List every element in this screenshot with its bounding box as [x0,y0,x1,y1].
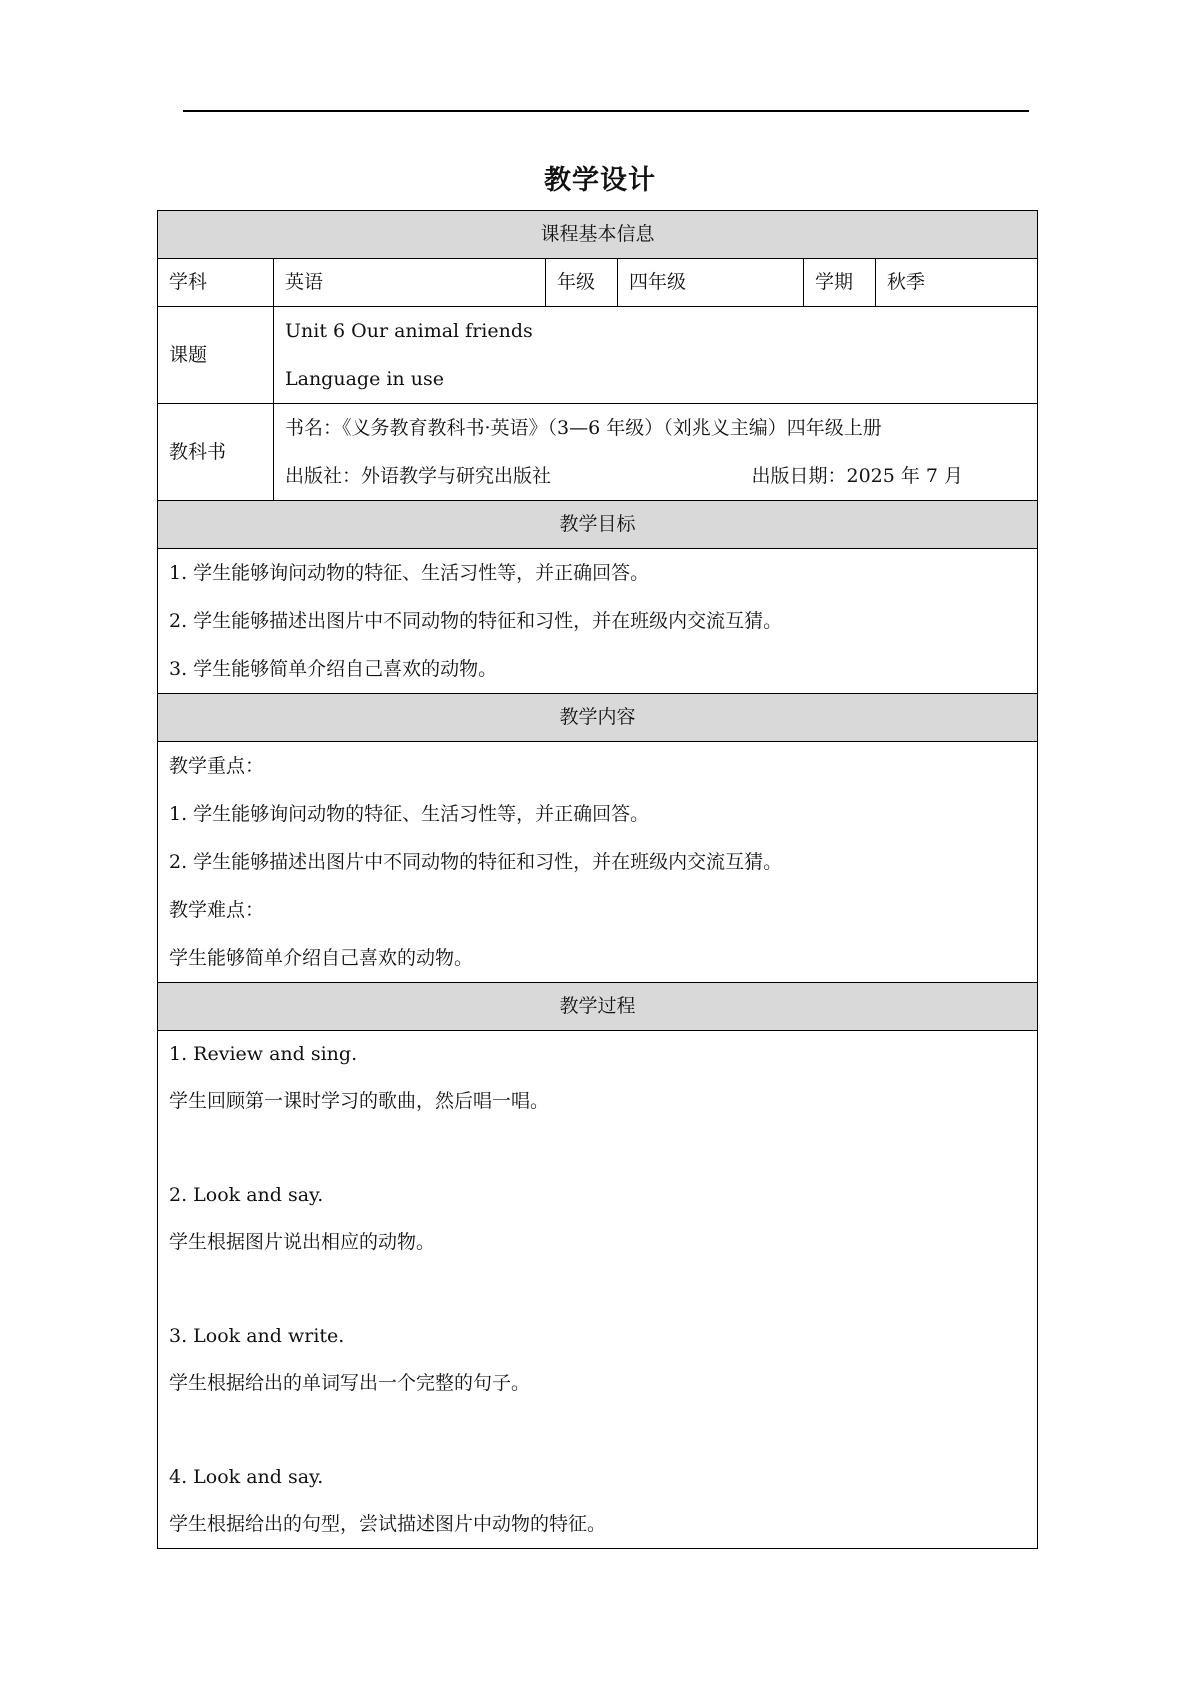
step-title: 3. Look and write. [169,1325,345,1347]
publisher: 出版社：外语教学与研究出版社 [285,465,552,487]
topic-line-lesson: Language in use [285,368,444,390]
term-label: 学期 [804,259,876,307]
publisher-line [285,452,1026,500]
objectives-list [158,549,1038,694]
section-header-basic-info: 课程基本信息 [158,211,1038,259]
step-title: 4. Look and say. [169,1466,324,1488]
grade-label: 年级 [546,259,618,307]
topic-value [274,307,1038,404]
process-steps [158,1031,1038,1549]
difficulty-item: 学生能够简单介绍自己喜欢的动物。 [169,947,474,969]
step-title: 1. Review and sing. [169,1043,358,1065]
step-description: 学生回顾第一课时学习的歌曲，然后唱一唱。 [169,1090,550,1112]
term-value: 秋季 [876,259,1038,307]
process-step [169,1313,1026,1454]
key-point-item: 2. 学生能够描述出图片中不同动物的特征和习性，并在班级内交流互猜。 [169,851,783,873]
step-title: 2. Look and say. [169,1184,324,1206]
step-description: 学生根据给出的单词写出一个完整的句子。 [169,1372,531,1394]
process-step [169,1031,1026,1172]
difficulties-label: 教学难点： [169,899,265,921]
textbook-name: 书名：《义务教育教科书·英语》（3—6 年级）（刘兆义主编）四年级上册 [285,417,882,439]
topic-label: 课题 [158,307,274,404]
objective-item: 2. 学生能够描述出图片中不同动物的特征和习性，并在班级内交流互猜。 [169,610,783,632]
content-body [158,742,1038,983]
header-rule [183,110,1029,112]
section-header-content: 教学内容 [158,694,1038,742]
document-title: 教学设计 [544,165,656,196]
textbook-label: 教科书 [158,404,274,501]
key-point-item: 1. 学生能够询问动物的特征、生活习性等，并正确回答。 [169,803,650,825]
step-description: 学生根据给出的句型，尝试描述图片中动物的特征。 [169,1513,607,1535]
step-spacer [169,1407,1026,1454]
objective-item: 3. 学生能够简单介绍自己喜欢的动物。 [169,658,498,680]
topic-line-unit: Unit 6 Our animal friends [285,320,533,342]
grade-value: 四年级 [618,259,804,307]
section-header-process: 教学过程 [158,983,1038,1031]
publish-date: 出版日期：2025 年 7 月 [751,465,964,487]
key-points-label: 教学重点： [169,755,265,777]
textbook-value [274,404,1038,501]
subject-label: 学科 [158,259,274,307]
objective-item: 1. 学生能够询问动物的特征、生活习性等，并正确回答。 [169,562,650,584]
step-description: 学生根据图片说出相应的动物。 [169,1231,436,1253]
step-spacer [169,1266,1026,1313]
section-header-objectives: 教学目标 [158,501,1038,549]
process-step [169,1172,1026,1313]
step-spacer [169,1125,1026,1172]
lesson-plan-table [157,210,1038,1549]
process-step [169,1454,1026,1548]
subject-value: 英语 [274,259,546,307]
